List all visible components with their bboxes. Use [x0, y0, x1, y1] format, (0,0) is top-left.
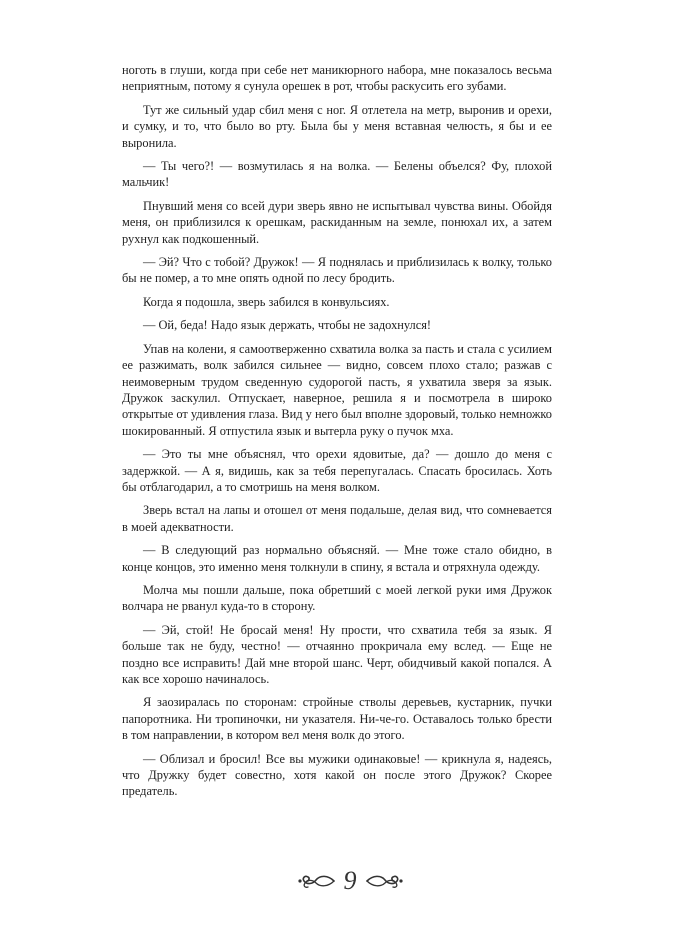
- paragraph: Когда я подошла, зверь забился в конвульсиях.: [143, 294, 390, 309]
- paragraph: — Облизал и бросил! Все вы мужики одинаковые! — крикнула я, надеясь, что Дружку будет совестно, хотя какой он после этого Дружок? Скорее предатель.: [122, 751, 552, 799]
- page-number: 9: [343, 866, 357, 895]
- folio: [296, 868, 405, 894]
- paragraph: — Эй? Что с тобой? Дружок! — Я поднялась и приблизилась к волку, только бы не помер, а то мне опять одной по лесу бродить.: [122, 255, 552, 286]
- paragraph: Зверь встал на лапы и отошел от меня подальше, делая вид, что сомневается в моей адекватности.: [122, 503, 552, 534]
- paragraph: Тут же сильный удар сбил меня с ног. Я отлетела на метр, выронив и орехи, и сумку, и то, что было во рту. Была бы у меня вставная челюсть, я бы и ее выронила.: [122, 102, 552, 150]
- paragraph: ноготь в глуши, когда при себе нет маникюрного набора, мне показалось весьма неприятным, потому я сунула орешек в рот, чтобы раскусить его зубами.: [122, 63, 552, 94]
- paragraph: Упав на колени, я самоотверженно схватила волка за пасть и стала с усилием ее разжимать, волк забился сильнее — видно, совсем плохо стало; разжав с неимоверным трудом сведенную судорогой пасть, я ухватила зверя за язык. Дружок заскулил. Отпускает, наверное, решила я и посмотрела в широко открытые от удивления глаза. Вид у него был вполне здоровый, только немножко шокированный. Я отпустила язык и вытерла руку о пучок мха.: [122, 341, 552, 438]
- paragraph: Я заозиралась по сторонам: стройные стволы деревьев, кустарник, пучки папоротника. Ни тропиночки, ни указателя. Ни-че-го. Оставалось только брести в том направлении, в котором вел меня волк до этого.: [122, 695, 552, 743]
- paragraph: — Ты чего?! — возмутилась я на волка. — Белены объелся? Фу, плохой мальчик!: [122, 159, 552, 190]
- paragraph: Молча мы пошли дальше, пока обретший с моей легкой руки имя Дружок волчара не рванул куда-то в сторону.: [122, 582, 552, 614]
- paragraph: Пнувший меня со всей дури зверь явно не испытывал чувства вины. Обойдя меня, он приблизился к орешкам, раскиданным на земле, понюхал их, а затем рухнул как подкошенный.: [122, 198, 552, 246]
- page-footer: [0, 868, 700, 894]
- body-text: [122, 62, 552, 800]
- paragraph: — Эй, стой! Не бросай меня! Ну прости, что схватила тебя за язык. Я больше так не буду, честно! — отчаянно прокричала ему вслед. — Еще не поздно все исправить! Дай мне второй шанс. Черт, обидчивый какой попался. А как все хорошо начиналось.: [122, 622, 552, 686]
- paragraph: — Ой, беда! Надо язык держать, чтобы не задохнулся!: [143, 318, 432, 333]
- paragraph: — Это ты мне объяснял, что орехи ядовитые, да? — дошло до меня с задержкой. — А я, видишь, как за тебя перепугалась. Спасать бросилась. Хоть бы отблагодарил, а то смотришь на меня волком.: [122, 447, 552, 494]
- paragraph: — В следующий раз нормально объясняй. — Мне тоже стало обидно, в конце концов, это именно меня толкнули в спину, я встала и отряхнула одежду.: [122, 543, 552, 574]
- flourish-ornament-icon: [365, 871, 405, 891]
- flourish-ornament-icon: [296, 871, 336, 891]
